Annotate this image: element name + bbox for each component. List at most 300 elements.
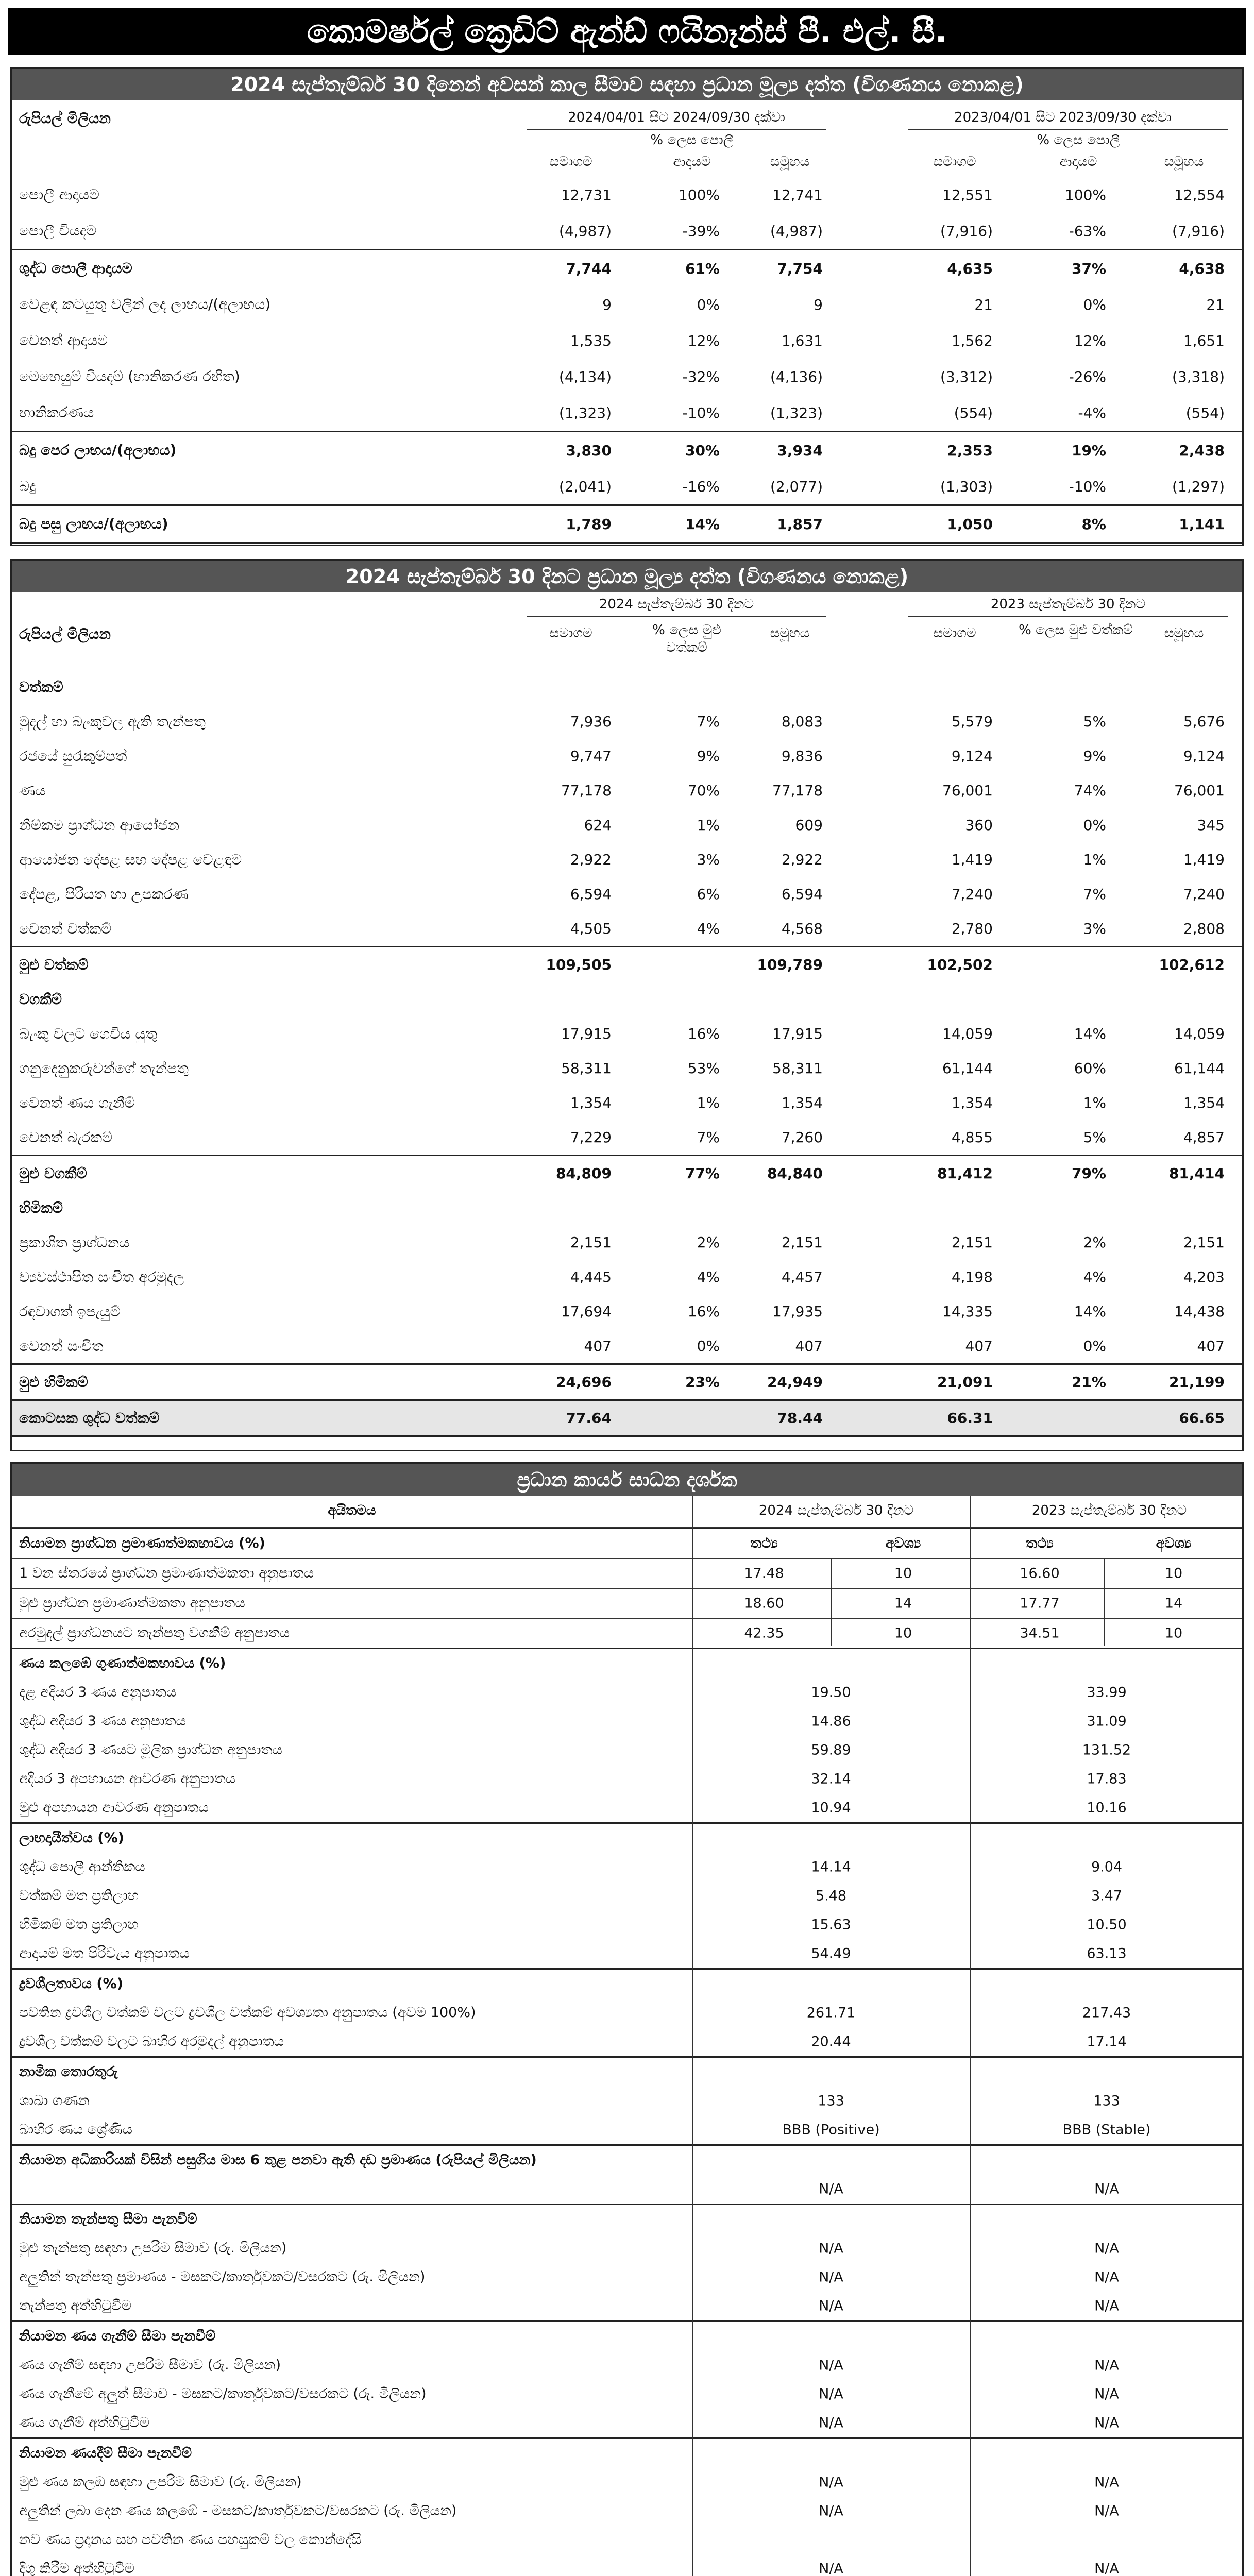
row-label: ගනුදෙනුකරුවන්ගේ තැන්පතු xyxy=(19,1059,189,1077)
kpi-row-value-2023: 3.47 xyxy=(1091,1888,1123,1904)
row-value: 37% xyxy=(1071,260,1106,277)
row-value: (7,916) xyxy=(940,222,993,240)
row-value: 1% xyxy=(697,1094,720,1111)
kpi-row-value-2024: N/A xyxy=(819,2240,843,2257)
income-statement-section xyxy=(10,67,1244,546)
row-value: 9,747 xyxy=(570,748,612,765)
row-value: 9% xyxy=(697,748,720,765)
row-value: 100% xyxy=(1064,186,1106,204)
kpi-row-value: 10 xyxy=(1164,1565,1183,1582)
kpi-group-title xyxy=(12,2058,1242,2087)
row-label: පොලී ආදායම xyxy=(19,186,100,203)
row-value: 2,922 xyxy=(570,851,612,868)
row-value: 1,141 xyxy=(1179,515,1225,533)
income-period-2024: 2024/04/01 සිට 2024/09/30 දක්වා xyxy=(568,110,785,125)
row-label: වගකීම් xyxy=(19,990,62,1008)
income-rows xyxy=(12,177,1242,544)
kpi-group xyxy=(12,2144,1242,2204)
balance-col-group-2024: සමූහය xyxy=(770,625,810,641)
row-value: 17,915 xyxy=(561,1025,612,1042)
kpi-row xyxy=(12,1939,1242,1968)
kpi-row-label: අදියර 3 අපහායන ආවරණ අනුපාතය xyxy=(19,1771,236,1787)
kpi-group-title-text: නියාමන තැන්පතු සීමා පැනවීම් xyxy=(19,2211,197,2227)
kpi-row-value-2024: N/A xyxy=(819,2474,843,2490)
row-value: 109,789 xyxy=(757,956,823,973)
row-value: 7,744 xyxy=(566,260,612,277)
kpi-row-value-2024: 20.44 xyxy=(811,2033,851,2050)
kpi-row-value: 17.77 xyxy=(1020,1595,1060,1612)
row-value: 3,934 xyxy=(777,442,823,459)
kpi-row-value: 34.51 xyxy=(1020,1625,1060,1641)
row-value: 58,311 xyxy=(772,1060,823,1077)
kpi-group-title xyxy=(12,1970,1242,1998)
kpi-row-value-2023: N/A xyxy=(1094,2503,1119,2519)
kpi-row-value: 17.48 xyxy=(744,1565,784,1582)
row-value: 109,505 xyxy=(546,956,612,973)
income-header xyxy=(12,100,1242,177)
kpi-group-title xyxy=(12,2146,1242,2175)
row-value: 6,594 xyxy=(570,886,612,903)
kpi-row xyxy=(12,2351,1242,2380)
kpi-row-value-2024: 59.89 xyxy=(811,1742,851,1758)
row-value: 7,229 xyxy=(570,1129,612,1146)
row-value: (1,303) xyxy=(940,478,993,495)
kpi-divider xyxy=(831,1559,832,1646)
kpi-row-label: ද්‍රවශීල වත්කම් වලට බාහිර අරමුදල් අනුපාතය xyxy=(19,2033,284,2049)
row-value: 7% xyxy=(1083,886,1106,903)
table-row xyxy=(12,177,1242,213)
row-label: රජයේ සුරැකුම්පත් xyxy=(19,747,127,765)
row-value: 407 xyxy=(1197,1337,1225,1354)
row-value: 79% xyxy=(1071,1165,1106,1182)
kpi-row-value-2024: N/A xyxy=(819,2357,843,2374)
kpi-group-title-text: නියාමන අධිකාරියක් විසින් පසුගිය මාස 6 තුළ පනවා ඇති දඩ ප්‍රමාණය (රුපියල් මිලියන) xyxy=(19,2152,537,2168)
row-value: 2,151 xyxy=(781,1234,823,1251)
balance-col-company-2023: සමාගම xyxy=(933,625,976,641)
kpi-row-label: ශුද්ධ අදියර 3 ණයට මූලික ප්‍රාග්ධන අනුපාතය xyxy=(19,1742,282,1758)
row-value: 12,551 xyxy=(942,186,993,204)
kpi-row-label: අරමුදල් ප්‍රාග්ධනයට තැන්පතු වගකීම් අනුපාතය xyxy=(19,1625,290,1641)
balance-section-title: 2024 සැප්තැම්බර් 30 දිනට ප්‍රධාන මූල්‍ය දත්ත (විගණනය නොකළ) xyxy=(12,561,1242,592)
row-value: 12% xyxy=(687,332,720,349)
row-value: 1,050 xyxy=(947,515,993,533)
row-value: 2,151 xyxy=(951,1234,993,1251)
row-value: 2,780 xyxy=(951,920,993,937)
row-value: 4,635 xyxy=(947,260,993,277)
row-label: නිම්කම ප්‍රාග්ධන ආයෝජන xyxy=(19,816,180,834)
row-value: 2,151 xyxy=(1183,1234,1225,1251)
table-row xyxy=(12,1155,1242,1191)
row-value: 1,562 xyxy=(951,332,993,349)
row-value: 102,612 xyxy=(1159,956,1225,973)
row-value: 3% xyxy=(1083,920,1106,937)
kpi-row xyxy=(12,2526,1242,2554)
kpi-row-value-2024: N/A xyxy=(819,2181,843,2197)
table-row xyxy=(12,468,1242,504)
row-label: වෙළඳ කටයුතු වලින් ලද ලාභය/(අලාභය) xyxy=(19,296,271,313)
row-value: 30% xyxy=(685,442,720,459)
kpi-row xyxy=(12,2292,1242,2320)
kpi-group-title-text: නියාමන ණයදීම් සීමා පැනවීම් xyxy=(19,2445,192,2461)
row-value: 7% xyxy=(697,713,720,730)
row-value: 5% xyxy=(1083,1129,1106,1146)
row-label: දේපළ, පිරියත හා උපකරණ xyxy=(19,885,189,903)
row-value: 21,199 xyxy=(1168,1374,1225,1391)
kpi-row-label: ශාඛා ගණන xyxy=(19,2093,90,2109)
row-label: මුදල් හා බැංකුවල ඇති තැන්පතු xyxy=(19,713,206,730)
kpi-row-value-2023: BBB (Stable) xyxy=(1062,2122,1151,2138)
row-value: (4,134) xyxy=(558,368,612,385)
kpi-row-value-2023: 131.52 xyxy=(1082,1742,1131,1758)
row-value: 76,001 xyxy=(942,782,993,799)
kpi-row-value: 16.60 xyxy=(1020,1565,1060,1582)
kpi-col-required-2023: අවශ්‍ය xyxy=(1156,1535,1192,1551)
row-label: බදු xyxy=(19,478,36,495)
row-value: 7% xyxy=(697,1129,720,1146)
table-row xyxy=(12,773,1242,808)
row-value: 1,354 xyxy=(570,1094,612,1111)
kpi-row-value: 14 xyxy=(894,1595,912,1612)
row-label: කොටසක ශුද්ධ වත්කම් xyxy=(19,1409,160,1427)
kpi-row-label: අලුතින් තැන්පතු ප්‍රමාණය - මසකට/කාර්තුවකට/වසරකට (රු. මිලියන) xyxy=(19,2269,426,2285)
kpi-row-value-2024: 10.94 xyxy=(811,1800,851,1816)
kpi-row-value-2023: N/A xyxy=(1094,2386,1119,2402)
income-col-income-2024: ආදායම xyxy=(673,154,711,170)
row-value: 76,001 xyxy=(1174,782,1225,799)
row-value: 14,335 xyxy=(942,1303,993,1320)
kpi-group-title-text: නියාමන ප්‍රාග්ධන ප්‍රමාණාත්මකභාවය (%) xyxy=(19,1535,265,1551)
table-row xyxy=(12,395,1242,431)
row-value: 77% xyxy=(685,1165,720,1182)
balance-col-group-2023: සමූහය xyxy=(1164,625,1204,641)
row-value: 81,412 xyxy=(937,1165,993,1182)
kpi-row-label: මුළු තැන්පතු සඳහා උපරිම සීමාව (රු. මිලියන) xyxy=(19,2240,287,2256)
kpi-row-value: 18.60 xyxy=(744,1595,784,1612)
row-value: 4% xyxy=(697,1268,720,1285)
kpi-row xyxy=(12,1707,1242,1736)
kpi-row xyxy=(12,1736,1242,1765)
row-value: 0% xyxy=(697,1337,720,1354)
kpi-row xyxy=(12,1910,1242,1939)
row-value: 4% xyxy=(1083,1268,1106,1285)
row-value: -10% xyxy=(682,404,720,421)
income-pct-label-2023: % ලෙස පොලී xyxy=(1037,132,1120,148)
kpi-row xyxy=(12,1588,1242,1618)
kpi-section-title: ප්‍රධාන කාර්ය සාධන දර්ශක xyxy=(12,1464,1242,1496)
row-value: 14% xyxy=(1074,1303,1106,1320)
row-value: 21 xyxy=(1206,296,1225,313)
row-value: 1,535 xyxy=(570,332,612,349)
table-row xyxy=(12,739,1242,773)
kpi-row-value: 10 xyxy=(894,1625,912,1641)
banner-title: කොමර්ෂල් ක්‍රෙඩිට් ඇන්ඩ් ෆයිනෑන්ස් පී. එල්. සී. xyxy=(307,12,947,50)
kpi-row-value-2024: 15.63 xyxy=(811,1917,851,1933)
kpi-row-value-2023: 17.14 xyxy=(1087,2033,1127,2050)
kpi-group xyxy=(12,1648,1242,1822)
row-label: පොලී වියදම xyxy=(19,222,97,239)
kpi-section xyxy=(10,1462,1244,2576)
kpi-row-value-2023: 10.16 xyxy=(1087,1800,1127,1816)
kpi-row-value-2024: N/A xyxy=(819,2415,843,2431)
row-value: 24,949 xyxy=(767,1374,823,1391)
row-value: -26% xyxy=(1069,368,1106,385)
table-row xyxy=(12,704,1242,739)
kpi-row-value-2023: N/A xyxy=(1094,2415,1119,2431)
kpi-row-value-2024: 32.14 xyxy=(811,1771,851,1787)
row-label: වෙනත් ණය ගැනීම් xyxy=(19,1094,135,1111)
kpi-group-title-text: නාමික තොරතුරු xyxy=(19,2064,118,2080)
kpi-row xyxy=(12,2234,1242,2263)
row-label: වත්කම් xyxy=(19,678,63,696)
table-row xyxy=(12,982,1242,1016)
row-value: 21 xyxy=(974,296,993,313)
kpi-row-value-2023: 217.43 xyxy=(1082,2005,1131,2021)
income-section-title: 2024 සැප්තැම්බර් 30 දිනෙන් අවසන් කාල සීමාව සඳහා ප්‍රධාන මූල්‍ය දත්ත (විගණනය නොකළ) xyxy=(12,69,1242,100)
balance-header xyxy=(12,592,1242,670)
kpi-row xyxy=(12,2115,1242,2144)
balance-date-2024: 2024 සැප්තැම්බර් 30 දිනට xyxy=(599,597,754,612)
kpi-row xyxy=(12,1558,1242,1588)
kpi-row xyxy=(12,1793,1242,1822)
row-value: -10% xyxy=(1069,478,1106,495)
kpi-group-title xyxy=(12,1649,1242,1678)
row-value: 360 xyxy=(965,817,993,834)
row-value: 9% xyxy=(1083,748,1106,765)
kpi-col-actual-2023: තථ්‍ය xyxy=(1026,1535,1054,1551)
kpi-row-label: අලුතින් ලබා දෙන ණය කලඹේ - මසකට/කාර්තුවකට/වසරකට (රු. මිලියන) xyxy=(19,2503,457,2519)
balance-col-pct-2023: % ලෙස මුළු වත්කම් xyxy=(1019,622,1133,638)
row-value: (4,987) xyxy=(558,222,612,240)
kpi-row-value: 14 xyxy=(1164,1595,1183,1612)
table-row xyxy=(12,1051,1242,1086)
row-value: 70% xyxy=(687,782,720,799)
row-value: 2,922 xyxy=(781,851,823,868)
row-label: හිමිකම් xyxy=(19,1199,63,1216)
row-value: 4% xyxy=(697,920,720,937)
income-col-group-2024: සමූහය xyxy=(770,154,810,170)
table-row xyxy=(12,359,1242,395)
row-value: 8,083 xyxy=(781,713,823,730)
row-value: 9 xyxy=(814,296,823,313)
kpi-group xyxy=(12,2320,1242,2437)
kpi-row xyxy=(12,2027,1242,2056)
kpi-row-label: ආදායම් මත පිරිවැය අනුපාතය xyxy=(19,1945,190,1961)
row-value: -39% xyxy=(682,222,720,240)
row-value: 66.65 xyxy=(1179,1410,1225,1427)
row-value: 60% xyxy=(1074,1060,1106,1077)
row-value: (1,297) xyxy=(1172,478,1225,495)
row-value: 77,178 xyxy=(561,782,612,799)
kpi-row-value-2023: 10.50 xyxy=(1087,1917,1127,1933)
kpi-row-label: ශුද්ධ අදියර 3 ණය අනුපාතය xyxy=(19,1713,186,1729)
row-value: 19% xyxy=(1071,442,1106,459)
balance-col-pct-2024: % ලෙස මුළු වත්කම් xyxy=(652,622,721,655)
row-value: 7,240 xyxy=(951,886,993,903)
kpi-row-value-2024: N/A xyxy=(819,2386,843,2402)
row-value: 7,260 xyxy=(781,1129,823,1146)
kpi-body xyxy=(12,1528,1242,2576)
balance-col-company-2024: සමාගම xyxy=(549,625,592,641)
kpi-row-value-2024: N/A xyxy=(819,2269,843,2285)
table-row xyxy=(12,1120,1242,1155)
kpi-row-label: ණය ගැනීම් සඳහා උපරිම සීමාව (රු. මිලියන) xyxy=(19,2357,281,2373)
kpi-group xyxy=(12,2204,1242,2320)
row-value: 17,935 xyxy=(772,1303,823,1320)
kpi-row-value-2024: 133 xyxy=(818,2093,844,2109)
row-value: 74% xyxy=(1074,782,1106,799)
kpi-row-label: 1 වන ස්තරයේ ප්‍රාග්ධන ප්‍රමාණාත්මකතා අනුපාතය xyxy=(19,1565,314,1581)
row-label: ප්‍රකාශිත ප්‍රාග්ධනය xyxy=(19,1233,130,1251)
kpi-row-label: වත්කම් මත ප්‍රතිලාභ xyxy=(19,1888,139,1904)
row-value: (2,077) xyxy=(770,478,823,495)
table-row xyxy=(12,1329,1242,1363)
row-value: 1,631 xyxy=(781,332,823,349)
row-value: 14,059 xyxy=(942,1025,993,1042)
table-row xyxy=(12,1191,1242,1225)
row-value: 12,741 xyxy=(772,186,823,204)
row-value: 9,124 xyxy=(951,748,993,765)
row-label: මුළු වත්කම් xyxy=(19,956,89,973)
row-value: 0% xyxy=(1083,296,1106,313)
row-value: 24,696 xyxy=(555,1374,612,1391)
row-value: 21,091 xyxy=(937,1374,993,1391)
row-value: 7,936 xyxy=(570,713,612,730)
row-label: බදු පෙර ලාභය/(අලාභය) xyxy=(19,442,177,459)
table-row xyxy=(12,1016,1242,1051)
row-value: 81,414 xyxy=(1168,1165,1225,1182)
row-value: 14,059 xyxy=(1174,1025,1225,1042)
row-value: (3,312) xyxy=(940,368,993,385)
income-col-group-2023: සමූහය xyxy=(1164,154,1204,170)
row-value: 1,651 xyxy=(1183,332,1225,349)
row-value: 1,789 xyxy=(566,515,612,533)
row-value: 66.31 xyxy=(947,1410,993,1427)
kpi-row-value-2023: 63.13 xyxy=(1087,1945,1127,1962)
kpi-row xyxy=(12,2263,1242,2292)
kpi-row xyxy=(12,1998,1242,2027)
row-value: (1,323) xyxy=(770,404,823,421)
row-value: -32% xyxy=(682,368,720,385)
row-value: 4,568 xyxy=(781,920,823,937)
row-value: 2,353 xyxy=(947,442,993,459)
row-value: 1,354 xyxy=(781,1094,823,1111)
kpi-row-label: දළ අදියර 3 ණය අනුපාතය xyxy=(19,1684,177,1700)
kpi-row-label: පවතින ද්‍රවශීල වත්කම් වලට ද්‍රවශීල වත්කම් අවශ්‍යතා අනුපාතය (අවම 100%) xyxy=(19,2005,476,2021)
row-value: 1,857 xyxy=(777,515,823,533)
table-row xyxy=(12,323,1242,359)
row-value: 1% xyxy=(1083,1094,1106,1111)
kpi-row-value-2023: N/A xyxy=(1094,2561,1119,2576)
kpi-row-value-2024: N/A xyxy=(819,2561,843,2576)
kpi-group-title xyxy=(12,2439,1242,2468)
kpi-row-value-2024: 5.48 xyxy=(815,1888,847,1904)
row-label: ශුද්ධ පොලී ආදායම xyxy=(19,260,132,277)
kpi-row-label: මුළු ප්‍රාග්ධන ප්‍රමාණාත්මකතා අනුපාතය xyxy=(19,1595,245,1611)
kpi-row-value-2023: N/A xyxy=(1094,2474,1119,2490)
row-value: 3% xyxy=(697,851,720,868)
row-value: 4,457 xyxy=(781,1268,823,1285)
row-value: -4% xyxy=(1078,404,1106,421)
kpi-date-2024: 2024 සැප්තැම්බර් 30 දිනට xyxy=(758,1503,914,1518)
balance-rows xyxy=(12,670,1242,1437)
row-value: 16% xyxy=(687,1303,720,1320)
row-value: 16% xyxy=(687,1025,720,1042)
table-row xyxy=(12,877,1242,911)
row-value: 7,240 xyxy=(1183,886,1225,903)
row-label: ව්‍යවස්ථාපිත සංචිත අරමුදල xyxy=(19,1268,184,1285)
kpi-row xyxy=(12,1765,1242,1793)
kpi-row-label: ණය ගැනීමේ අලුත් සීමාව - මසකට/කාර්තුවකට/වසරකට (රු. මිලියන) xyxy=(19,2386,427,2402)
row-value: 12,731 xyxy=(561,186,612,204)
kpi-item-header: අයිතමය xyxy=(328,1503,376,1518)
page-banner xyxy=(8,8,1246,55)
row-value: 2,438 xyxy=(1179,442,1225,459)
row-value: -16% xyxy=(682,478,720,495)
kpi-row-label: නව ණය ප්‍රදානය සහ පවතින ණය පහසුකම් වල කොන්දේසි xyxy=(19,2532,362,2548)
kpi-row-value: 10 xyxy=(894,1565,912,1582)
row-value: 12,554 xyxy=(1174,186,1225,204)
row-label: බදු පසු ලාභය/(අලාභය) xyxy=(19,515,168,532)
row-value: 0% xyxy=(697,296,720,313)
kpi-row-value-2023: N/A xyxy=(1094,2181,1119,2197)
row-value: 609 xyxy=(795,817,823,834)
row-value: 5,676 xyxy=(1183,713,1225,730)
row-value: 5% xyxy=(1083,713,1106,730)
kpi-row-value: 10 xyxy=(1164,1625,1183,1641)
row-value: (7,916) xyxy=(1172,222,1225,240)
table-row xyxy=(12,911,1242,946)
row-value: -63% xyxy=(1069,222,1106,240)
kpi-row-value-2024: 14.86 xyxy=(811,1713,851,1730)
row-value: 407 xyxy=(795,1337,823,1354)
kpi-row-value: 42.35 xyxy=(744,1625,784,1641)
kpi-row-label: බාහිර ණය ශ්‍රේණිය xyxy=(19,2122,133,2138)
row-value: 1% xyxy=(697,817,720,834)
kpi-group-title xyxy=(12,2205,1242,2234)
row-value: 4,857 xyxy=(1183,1129,1225,1146)
row-label: වෙනත් බැරකම් xyxy=(19,1128,113,1146)
row-value: 9,836 xyxy=(781,748,823,765)
kpi-row xyxy=(12,2554,1242,2576)
income-col-income-2023: ආදායම xyxy=(1059,154,1097,170)
kpi-col-required-2024: අවශ්‍ය xyxy=(885,1535,921,1551)
kpi-row-value-2024: N/A xyxy=(819,2503,843,2519)
row-value: 4,855 xyxy=(951,1129,993,1146)
kpi-group-title-text: ද්‍රවශීලතාවය (%) xyxy=(19,1976,124,1992)
row-value: 23% xyxy=(685,1374,720,1391)
kpi-row xyxy=(12,1618,1242,1648)
row-value: 17,694 xyxy=(561,1303,612,1320)
row-value: 100% xyxy=(678,186,720,204)
kpi-row xyxy=(12,2380,1242,2409)
row-label: බැංකු වලට ගෙවිය යුතු xyxy=(19,1025,158,1042)
kpi-group-title xyxy=(12,1824,1242,1853)
table-row xyxy=(12,842,1242,877)
row-label: මෙහෙයුම් වියදම් (හානිකරණ රහිත) xyxy=(19,368,240,385)
row-value: 84,840 xyxy=(767,1165,823,1182)
balance-sheet-section xyxy=(10,559,1244,1451)
kpi-col-actual-2024: තථ්‍ය xyxy=(750,1535,778,1551)
kpi-header xyxy=(12,1496,1242,1528)
table-row xyxy=(12,1260,1242,1294)
kpi-row-value-2023: 33.99 xyxy=(1087,1684,1127,1701)
row-value: 345 xyxy=(1197,817,1225,834)
table-row xyxy=(12,1086,1242,1120)
row-value: 102,502 xyxy=(927,956,993,973)
row-value: (554) xyxy=(954,404,993,421)
row-value: 2% xyxy=(697,1234,720,1251)
row-value: 77,178 xyxy=(772,782,823,799)
